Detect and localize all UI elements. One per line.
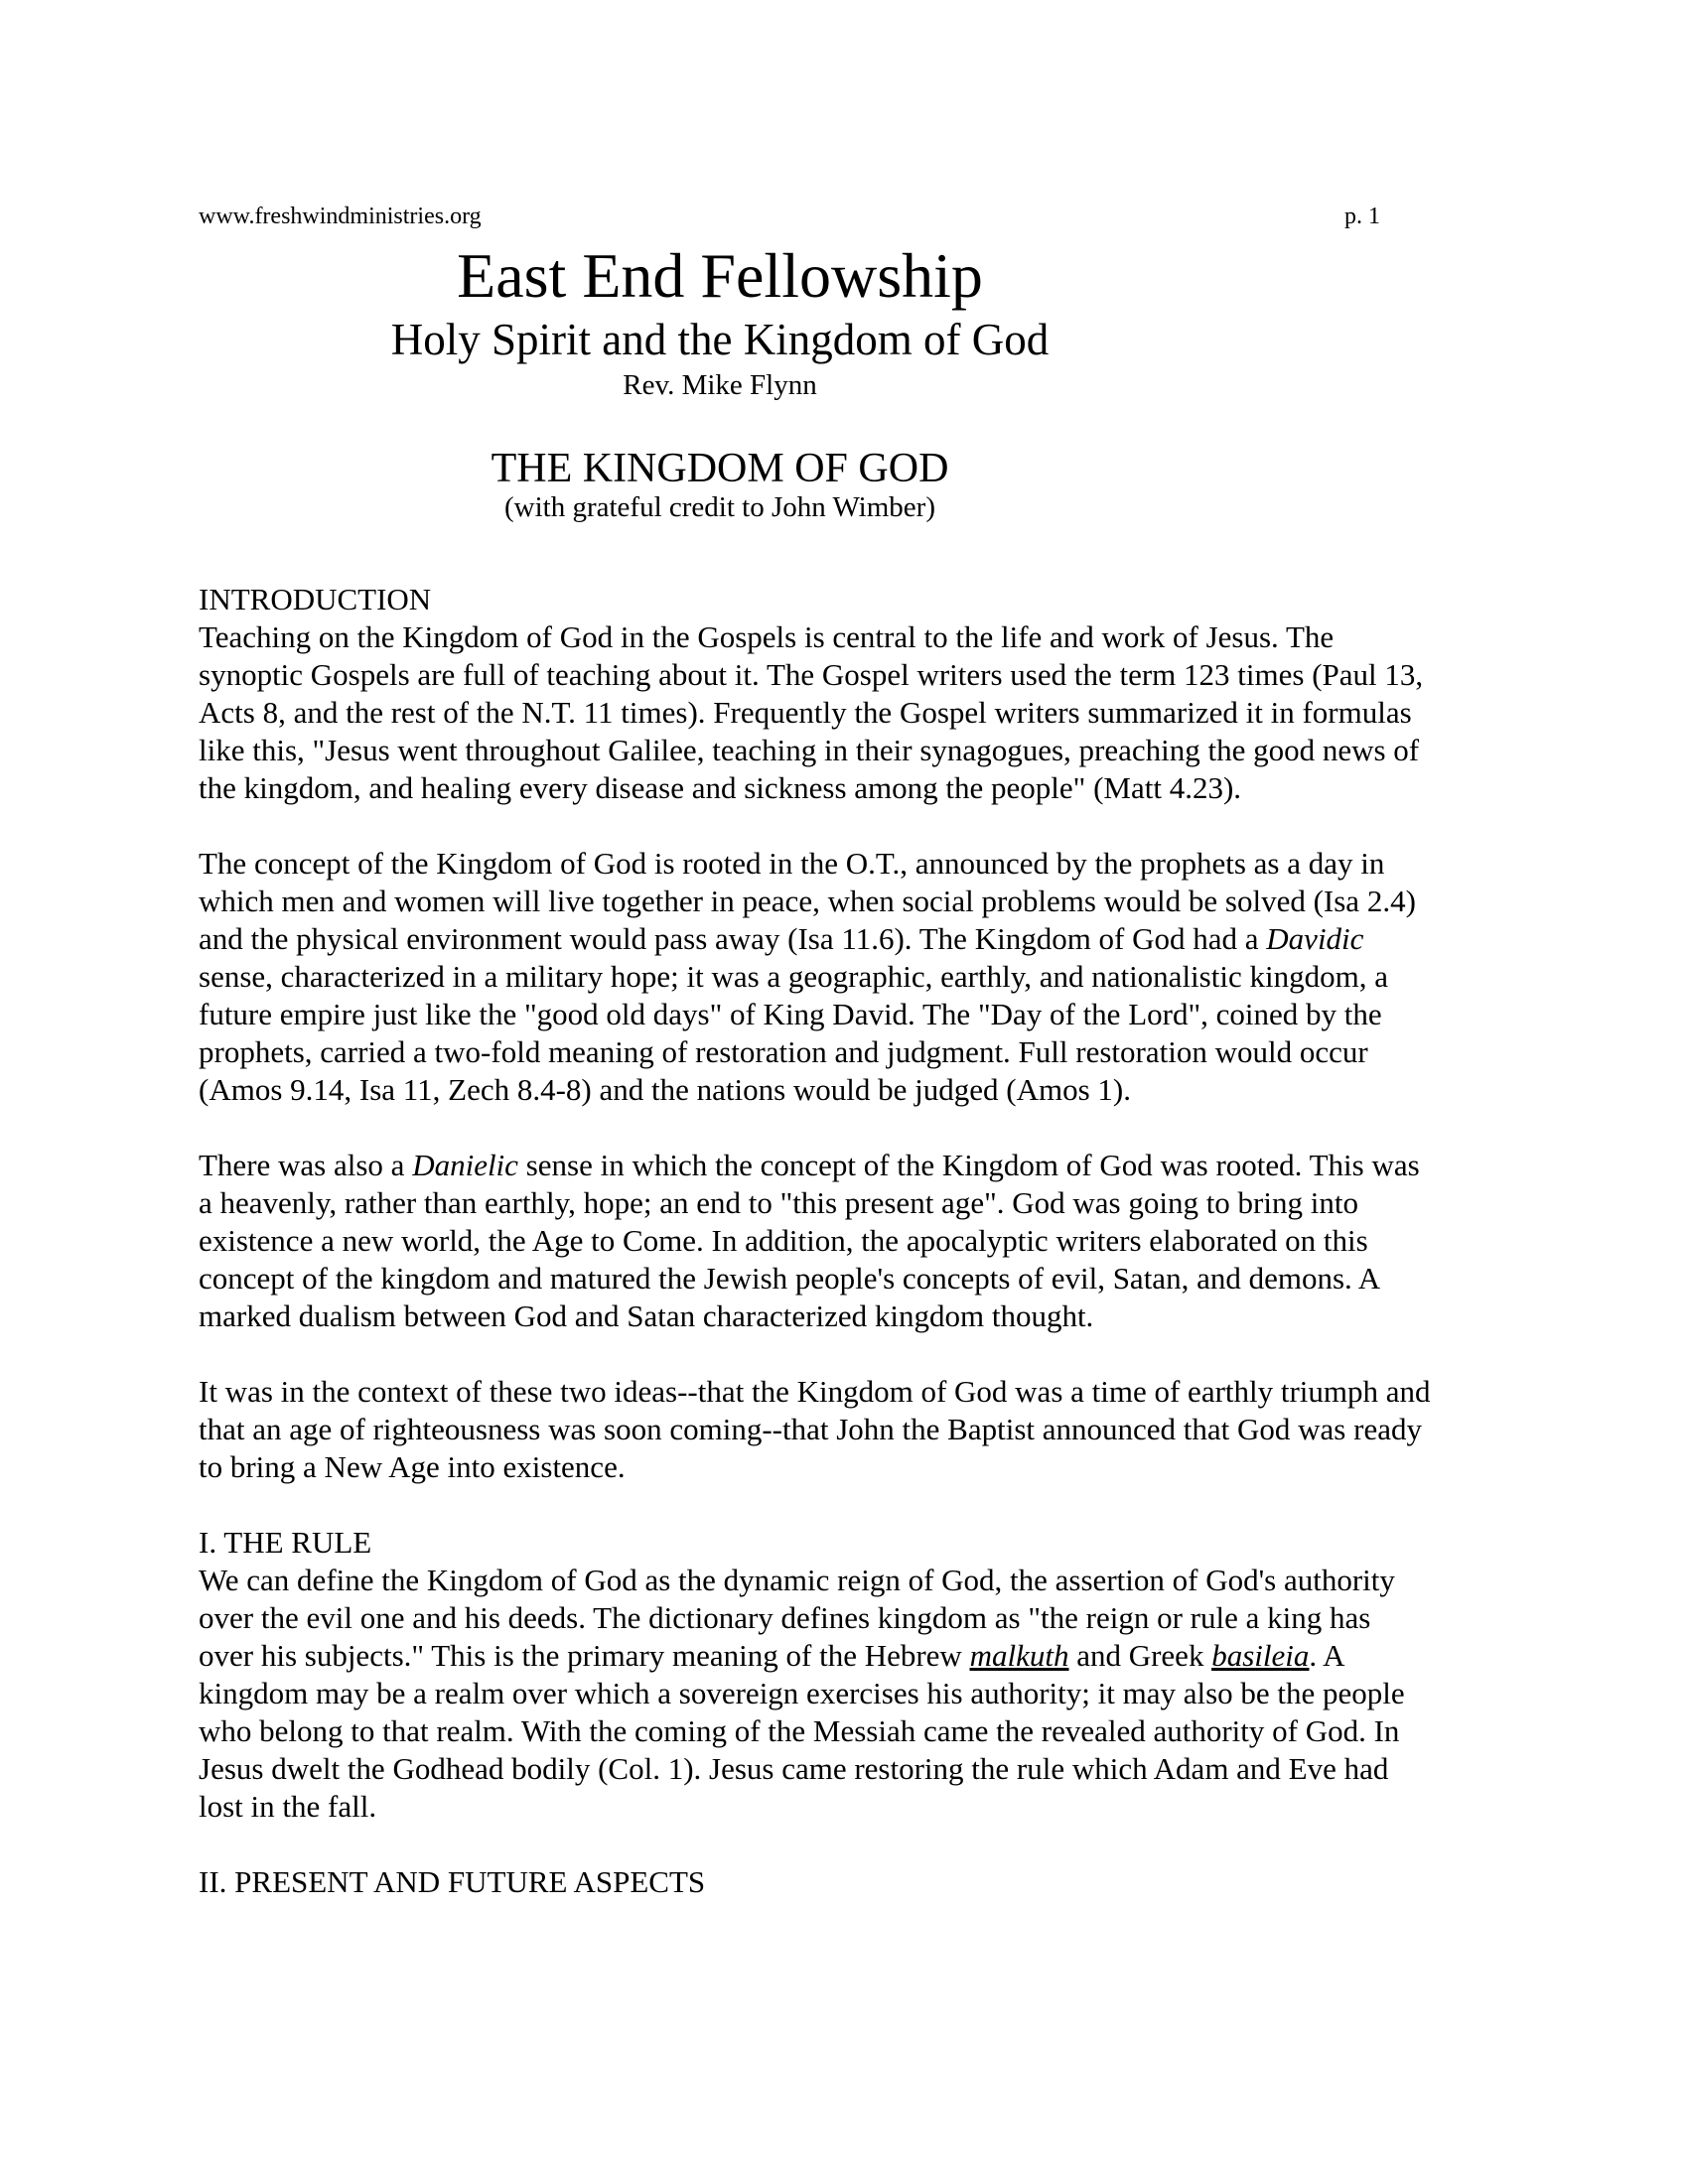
body-text — [199, 581, 1489, 1939]
term-basileia: basileia — [1211, 1638, 1310, 1673]
intro-paragraph-3 — [199, 1147, 1489, 1335]
intro-p1-line: synoptic Gospels are full of teaching about it. The Gospel writers used the term 123 times (Paul 13, — [199, 657, 1424, 692]
paragraph-line: prophets, carried a two-fold meaning of restoration and judgment. Full restoration would occur — [199, 1034, 1368, 1069]
paragraph-line — [199, 1637, 1489, 1675]
intro-p1-line: like this, "Jesus went throughout Galilee, teaching in their synagogues, preaching the good news of — [199, 733, 1420, 767]
paragraph-line: existence a new world, the Age to Come. In addition, the apocalyptic writers elaborated on this — [199, 1223, 1368, 1258]
intro-heading: INTRODUCTION — [199, 582, 432, 616]
paragraph-line: which men and women will live together in peace, when social problems would be solved (Isa 2.4) — [199, 884, 1416, 918]
rule-section — [199, 1524, 1489, 1826]
document-title: East End Fellowship — [457, 240, 983, 311]
intro-paragraph-2 — [199, 845, 1489, 1109]
text-run: and Greek — [1068, 1638, 1212, 1673]
rule-heading: I. THE RULE — [199, 1525, 372, 1560]
paragraph-line: kingdom may be a realm over which a sovereign exercises his authority; it may also be the people — [199, 1676, 1405, 1710]
text-run: There was also a — [199, 1148, 413, 1182]
paragraph-line: sense, characterized in a military hope; it was a geographic, earthly, and nationalistic kingdom, a — [199, 959, 1388, 994]
section-credit: (with grateful credit to John Wimber) — [504, 491, 935, 523]
section-title: THE KINGDOM OF GOD — [491, 446, 949, 491]
intro-paragraph-4 — [199, 1373, 1489, 1486]
paragraph-line — [199, 920, 1489, 958]
aspects-heading: II. PRESENT AND FUTURE ASPECTS — [199, 1864, 706, 1899]
paragraph-line: Jesus dwelt the Godhead bodily (Col. 1). Jesus came restoring the rule which Adam and Eve had — [199, 1751, 1389, 1786]
paragraph-line: The concept of the Kingdom of God is rooted in the O.T., announced by the prophets as a day in — [199, 846, 1385, 881]
italic-term-davidic: Davidic — [1266, 921, 1364, 956]
document-author: Rev. Mike Flynn — [623, 369, 817, 401]
intro-p1-line: Acts 8, and the rest of the N.T. 11 times). Frequently the Gospel writers summarized it in formulas — [199, 695, 1412, 730]
italic-term-danielic: Danielic — [412, 1148, 518, 1182]
aspects-section — [199, 1863, 1489, 1901]
paragraph-line: that an age of righteousness was soon coming--that John the Baptist announced that God was ready — [199, 1412, 1422, 1446]
text-run: and the physical environment would pass away (Isa 11.6). The Kingdom of God had a — [199, 921, 1267, 956]
paragraph-line: concept of the kingdom and matured the Jewish people's concepts of evil, Satan, and demons. A — [199, 1261, 1381, 1296]
page-number: p. 1 — [1344, 204, 1380, 229]
document-page — [199, 0, 1489, 2184]
paragraph-line: lost in the fall. — [199, 1789, 377, 1824]
text-run: over his subjects." This is the primary meaning of the Hebrew — [199, 1638, 970, 1673]
paragraph-line — [199, 1147, 1489, 1184]
paragraph-line: who belong to that realm. With the coming of the Messiah came the revealed authority of God. In — [199, 1713, 1400, 1748]
intro-p1-line: the kingdom, and healing every disease and sickness among the people" (Matt 4.23). — [199, 770, 1242, 805]
intro-section — [199, 581, 1489, 807]
text-run: . A — [1309, 1638, 1345, 1673]
term-malkuth: malkuth — [969, 1638, 1069, 1673]
paragraph-line: We can define the Kingdom of God as the dynamic reign of God, the assertion of God's authority — [199, 1563, 1395, 1597]
intro-p1-line: Teaching on the Kingdom of God in the Gospels is central to the life and work of Jesus. The — [199, 619, 1335, 654]
paragraph-line: It was in the context of these two ideas--that the Kingdom of God was a time of earthly triumph and — [199, 1374, 1431, 1409]
paragraph-line: over the evil one and his deeds. The dictionary defines kingdom as "the reign or rule a king has — [199, 1600, 1371, 1635]
paragraph-line: to bring a New Age into existence. — [199, 1449, 626, 1484]
paragraph-line: future empire just like the "good old days" of King David. The "Day of the Lord", coined by the — [199, 997, 1382, 1031]
paragraph-line: a heavenly, rather than earthly, hope; an end to "this present age". God was going to bring into — [199, 1185, 1358, 1220]
website-url: www.freshwindministries.org — [199, 204, 482, 229]
text-run: sense in which the concept of the Kingdom of God was rooted. This was — [517, 1148, 1420, 1182]
document-subtitle: Holy Spirit and the Kingdom of God — [390, 315, 1050, 364]
paragraph-line: marked dualism between God and Satan characterized kingdom thought. — [199, 1298, 1094, 1333]
paragraph-line: (Amos 9.14, Isa 11, Zech 8.4-8) and the nations would be judged (Amos 1). — [199, 1072, 1132, 1107]
